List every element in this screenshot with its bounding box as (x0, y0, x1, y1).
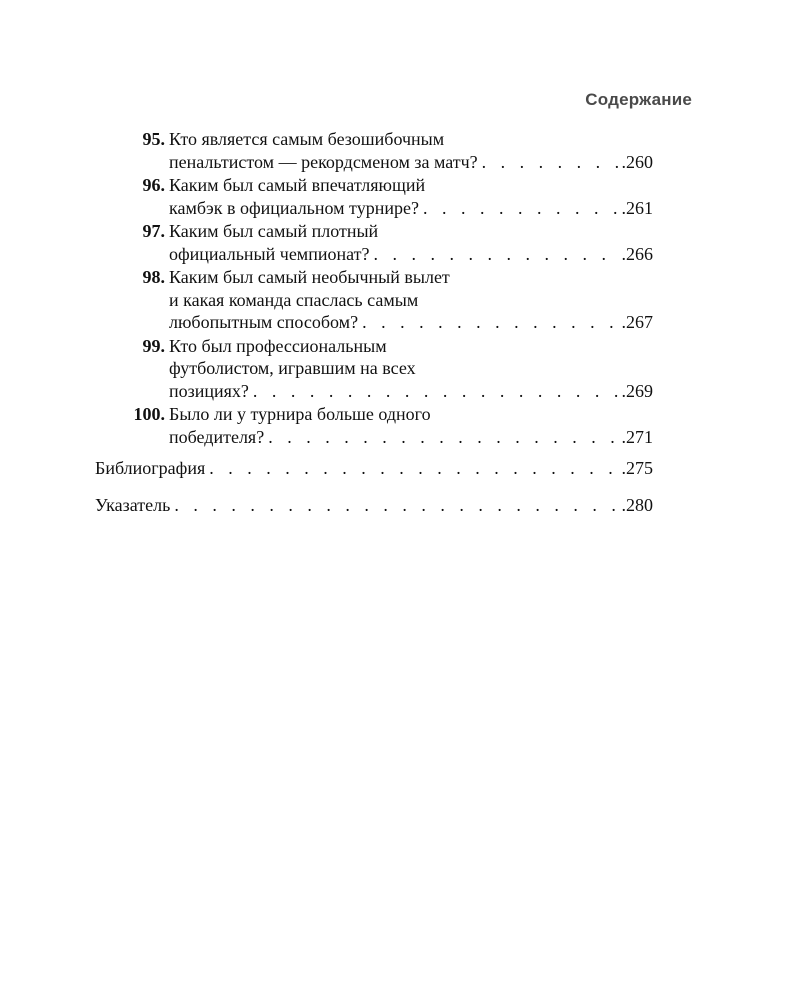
entry-text (169, 220, 653, 265)
entry-line: Каким был самый необычный вылет (169, 267, 450, 287)
dot-leader (209, 457, 619, 480)
entry-text (169, 403, 653, 448)
page-number: .275 (621, 458, 653, 478)
dot-leader (253, 380, 620, 403)
page-number: .271 (621, 426, 653, 447)
entry-text (169, 174, 653, 219)
entry-text (169, 128, 653, 173)
toc-entry-95[interactable] (95, 128, 653, 173)
toc-entry-99[interactable] (95, 335, 653, 403)
dot-leader (268, 426, 619, 449)
section-title: Библиография (95, 458, 206, 478)
entry-number: 95. (142, 129, 165, 149)
toc-section-index[interactable] (95, 494, 653, 517)
entry-last-line (169, 311, 653, 334)
dot-leader (174, 494, 619, 517)
toc-entry-97[interactable] (95, 220, 653, 265)
page-number: .260 (621, 151, 653, 172)
entry-line: любопытным способом? (169, 312, 359, 332)
entry-line: Было ли у турнира больше одного (169, 404, 431, 424)
section-line (95, 494, 653, 517)
entry-line: официальный чемпионат? (169, 243, 370, 264)
page-number: .267 (621, 312, 653, 332)
entry-number: 96. (142, 175, 165, 195)
page-number: .269 (621, 380, 653, 401)
entry-last-line (169, 426, 653, 449)
entry-number: 97. (142, 221, 165, 241)
entry-line: Каким был самый впечатляющий (169, 175, 426, 195)
toc-entry-100[interactable] (95, 403, 653, 448)
page-number: .261 (621, 197, 653, 218)
dot-leader (362, 311, 619, 334)
entry-number: 100. (133, 404, 165, 424)
dot-leader (423, 197, 620, 220)
running-head: Содержание (585, 90, 692, 109)
entry-last-line (169, 151, 653, 174)
entry-last-line (169, 243, 653, 266)
entry-line: и какая команда спаслась самым (169, 289, 419, 310)
entry-number: 99. (142, 335, 165, 356)
section-title: Указатель (95, 494, 171, 515)
entry-number: 98. (142, 267, 165, 287)
entry-line: победителя? (169, 426, 265, 447)
entry-line: пенальтистом — рекордсменом за матч? (169, 151, 478, 172)
dot-leader (482, 151, 620, 174)
table-of-contents (95, 128, 653, 516)
entry-line: Каким был самый плотный (169, 221, 379, 241)
entry-last-line (169, 197, 653, 220)
entry-text (169, 266, 653, 334)
entry-line: Кто был профессиональным (169, 335, 387, 356)
entry-line: камбэк в официальном турнире? (169, 197, 419, 218)
page-number: .266 (621, 243, 653, 264)
toc-entry-98[interactable] (95, 266, 653, 334)
entry-text (169, 335, 653, 403)
entry-line: Кто является самым безошибочным (169, 129, 445, 149)
entry-line: позициях? (169, 380, 249, 401)
page-number: .280 (621, 494, 653, 515)
toc-entry-96[interactable] (95, 174, 653, 219)
section-line (95, 457, 653, 480)
dot-leader (373, 243, 619, 266)
toc-section-bibliography[interactable] (95, 457, 653, 480)
entry-line: футболистом, игравшим на всех (169, 358, 416, 378)
entry-last-line (169, 380, 653, 403)
